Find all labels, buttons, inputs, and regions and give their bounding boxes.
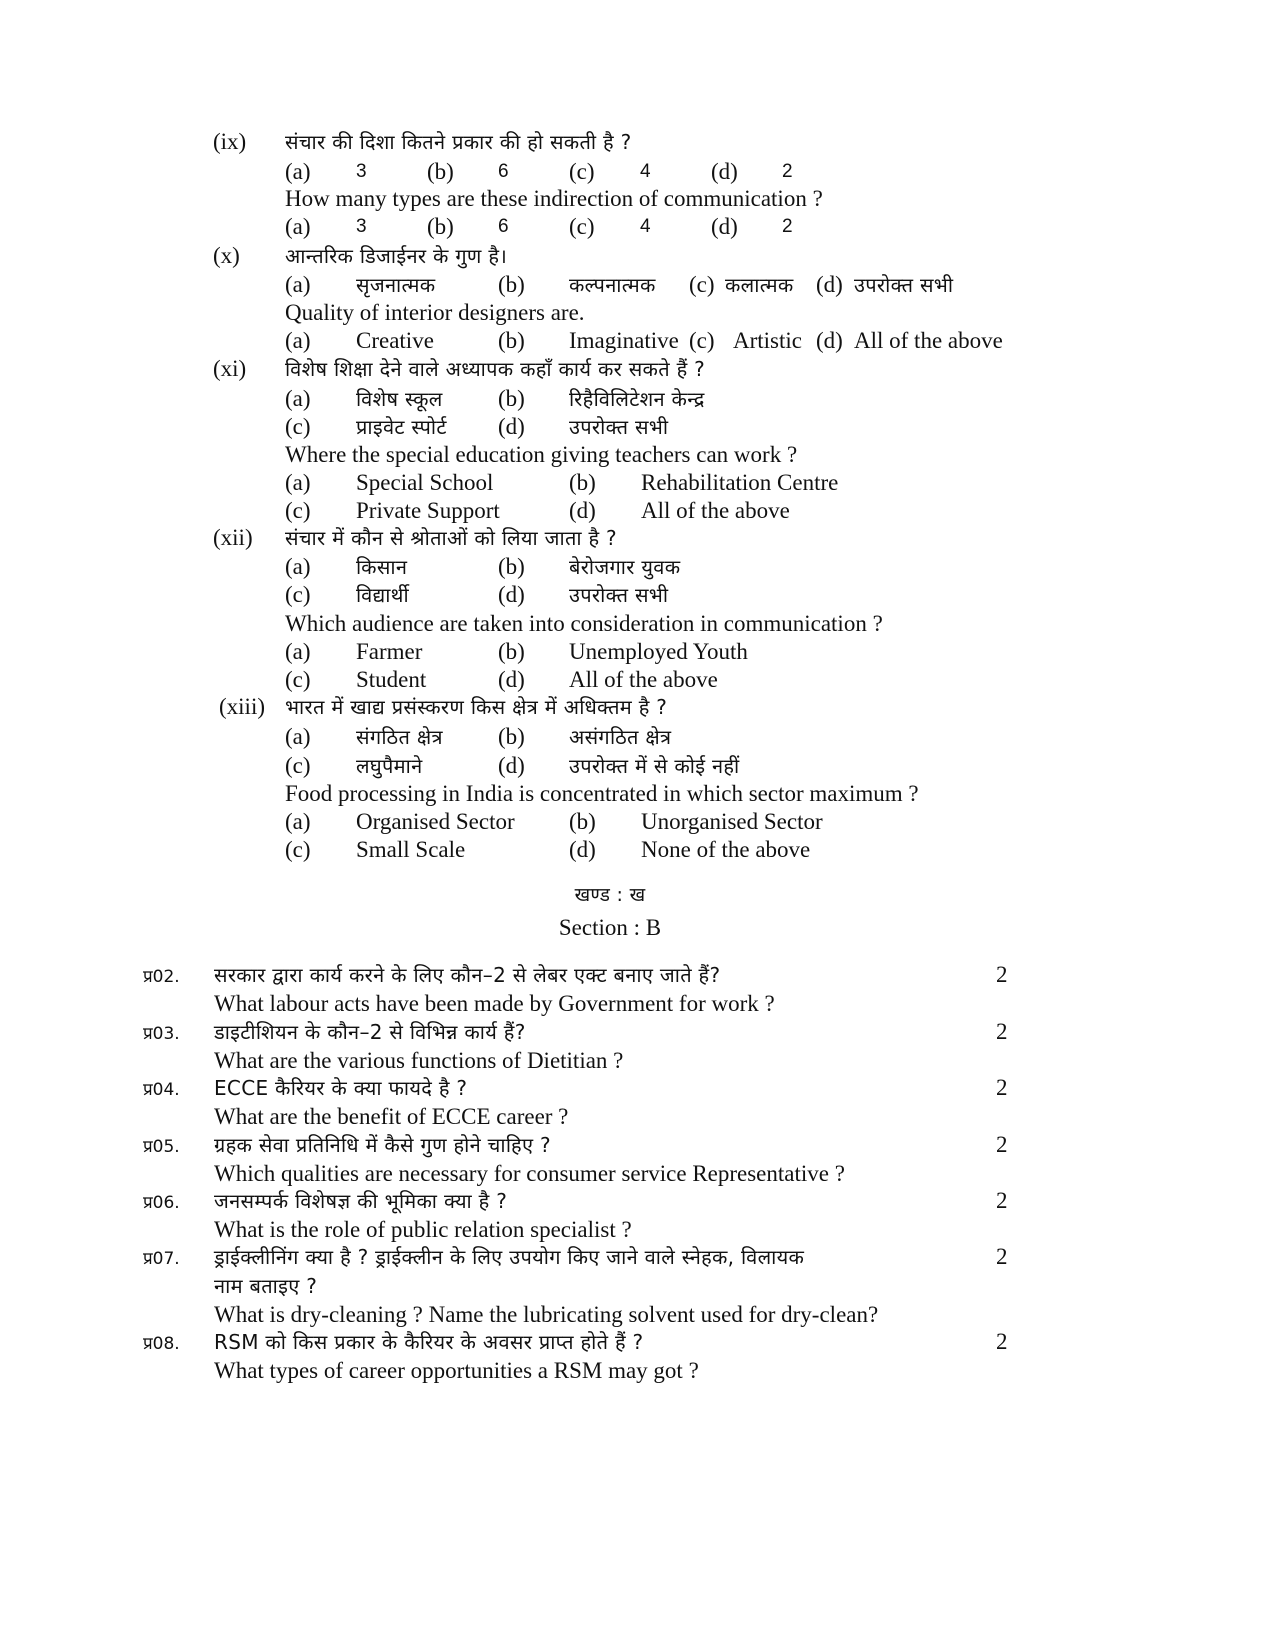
- option-text: बेरोजगार युवक: [569, 555, 681, 579]
- option-text: 4: [640, 216, 651, 237]
- option-label: (c): [285, 498, 311, 523]
- option-text: 2: [782, 216, 793, 237]
- option-text: Private Support: [356, 498, 500, 523]
- option-label: (d): [711, 214, 738, 239]
- option-label: (a): [285, 809, 311, 834]
- option-label: (d): [498, 667, 525, 692]
- option-text: विद्यार्थी: [356, 583, 409, 607]
- question-number: (xii): [213, 525, 253, 550]
- option-text: All of the above: [854, 328, 1003, 353]
- option-label: (d): [816, 272, 843, 297]
- option-text: 2: [782, 161, 793, 182]
- option-label: (c): [285, 582, 311, 607]
- question-text-english: Where the special education giving teachers can work ?: [285, 442, 798, 467]
- question-text-hindi-continued: नाम बताइए ?: [214, 1274, 318, 1298]
- option-label: (b): [569, 809, 596, 834]
- question-text-hindi: सरकार द्वारा कार्य करने के लिए कौन–2 से लेबर एक्ट बनाए जाते हैं?: [214, 963, 721, 987]
- question-number: (ix): [213, 129, 247, 154]
- option-text: Rehabilitation Centre: [641, 470, 839, 495]
- question-text-english: Which qualities are necessary for consumer service Representative ?: [214, 1161, 845, 1186]
- question-text-hindi: ECCE कैरियर के क्या फायदे है ?: [214, 1076, 468, 1100]
- option-text: उपरोक्त में से कोई नहीं: [569, 754, 740, 778]
- option-label: (d): [569, 837, 596, 862]
- option-label: (b): [427, 214, 454, 239]
- option-label: (c): [689, 328, 715, 353]
- option-text: 6: [498, 161, 509, 182]
- question-text-english: What are the benefit of ECCE career ?: [214, 1104, 569, 1129]
- option-label: (a): [285, 386, 311, 411]
- option-label: (a): [285, 272, 311, 297]
- question-text-english: What labour acts have been made by Government for work ?: [214, 991, 775, 1016]
- question-text-hindi: जनसम्पर्क विशेषज्ञ की भूमिका क्या है ?: [214, 1189, 508, 1213]
- option-text: Small Scale: [356, 837, 466, 862]
- question-text-english: What types of career opportunities a RSM may got ?: [214, 1358, 699, 1383]
- option-label: (d): [498, 582, 525, 607]
- option-text: 3: [356, 216, 367, 237]
- option-label: (c): [285, 667, 311, 692]
- option-label: (a): [285, 639, 311, 664]
- option-text: असंगठित क्षेत्र: [569, 725, 672, 749]
- option-label: (a): [285, 470, 311, 495]
- question-text-english: What is the role of public relation specialist ?: [214, 1217, 632, 1242]
- option-text: All of the above: [641, 498, 790, 523]
- option-label: (d): [498, 414, 525, 439]
- section-title-english: Section : B: [558, 915, 662, 940]
- question-text-english: How many types are these indirection of communication ?: [285, 186, 823, 211]
- question-marks: 2: [996, 1329, 1008, 1354]
- option-text: Creative: [356, 328, 434, 353]
- option-label: (c): [285, 414, 311, 439]
- option-label: (c): [285, 753, 311, 778]
- option-label: (c): [569, 214, 595, 239]
- option-label: (a): [285, 328, 311, 353]
- option-label: (b): [498, 724, 525, 749]
- question-text-hindi: विशेष शिक्षा देने वाले अध्यापक कहाँ कार्य कर सकते हैं ?: [285, 357, 706, 381]
- question-number: (x): [213, 243, 240, 268]
- option-label: (b): [569, 470, 596, 495]
- question-text-english: What are the various functions of Dietitian ?: [214, 1048, 624, 1073]
- option-label: (a): [285, 724, 311, 749]
- option-label: (b): [498, 386, 525, 411]
- question-number: प्र08.: [143, 1334, 180, 1354]
- option-text: प्राइवेट स्पोर्ट: [356, 415, 447, 439]
- option-text: Imaginative: [569, 328, 679, 353]
- option-text: लघुपैमाने: [356, 754, 423, 778]
- question-text-hindi: संचार की दिशा कितने प्रकार की हो सकती है ?: [285, 130, 632, 154]
- option-text: रिहैविलिटेशन केन्द्र: [569, 387, 705, 411]
- question-number: (xi): [213, 356, 247, 381]
- option-text: 3: [356, 161, 367, 182]
- question-text-english: Quality of interior designers are.: [285, 300, 585, 325]
- option-text: Farmer: [356, 639, 423, 664]
- option-label: (d): [498, 753, 525, 778]
- section-title-hindi: खण्ड : ख: [574, 884, 646, 906]
- option-text: विशेष स्कूल: [356, 387, 443, 411]
- question-marks: 2: [996, 1244, 1008, 1269]
- question-text-hindi: भारत में खाद्य प्रसंस्करण किस क्षेत्र में अधिक्तम है ?: [285, 695, 668, 719]
- question-number: प्र07.: [143, 1249, 180, 1269]
- question-marks: 2: [996, 962, 1008, 987]
- option-text: Artistic: [733, 328, 802, 353]
- question-text-hindi: डाइटीशियन के कौन–2 से विभिन्न कार्य हैं?: [214, 1020, 526, 1044]
- option-text: उपरोक्त सभी: [569, 415, 669, 439]
- question-marks: 2: [996, 1075, 1008, 1100]
- option-text: उपरोक्त सभी: [854, 273, 954, 297]
- question-text-hindi: ड्राईक्लीनिंग क्या है ? ड्राईक्लीन के लिए उपयोग किए जाने वाले स्नेहक, विलायक: [214, 1245, 805, 1269]
- question-text-hindi: आन्तरिक डिजाईनर के गुण है।: [285, 244, 508, 268]
- question-marks: 2: [996, 1188, 1008, 1213]
- option-text: किसान: [356, 555, 408, 579]
- option-label: (d): [711, 159, 738, 184]
- option-label: (b): [498, 554, 525, 579]
- option-text: Unemployed Youth: [569, 639, 748, 664]
- option-text: All of the above: [569, 667, 718, 692]
- option-label: (b): [498, 272, 525, 297]
- option-text: Special School: [356, 470, 494, 495]
- option-text: सृजनात्मक: [356, 273, 436, 297]
- option-label: (c): [285, 837, 311, 862]
- option-text: None of the above: [641, 837, 811, 862]
- option-text: Unorganised Sector: [641, 809, 823, 834]
- question-number: प्र03.: [143, 1024, 180, 1044]
- question-marks: 2: [996, 1132, 1008, 1157]
- option-text: Student: [356, 667, 427, 692]
- option-label: (b): [427, 159, 454, 184]
- question-text-english: Food processing in India is concentrated in which sector maximum ?: [285, 781, 919, 806]
- option-text: संगठित क्षेत्र: [356, 725, 443, 749]
- option-text: Organised Sector: [356, 809, 515, 834]
- question-number: प्र04.: [143, 1080, 180, 1100]
- question-marks: 2: [996, 1019, 1008, 1044]
- option-label: (a): [285, 554, 311, 579]
- option-text: कल्पनात्मक: [569, 273, 656, 297]
- question-number: प्र05.: [143, 1137, 180, 1157]
- option-label: (b): [498, 639, 525, 664]
- question-text-english: Which audience are taken into consideration in communication ?: [285, 611, 883, 636]
- option-label: (a): [285, 214, 311, 239]
- question-text-english: What is dry-cleaning ? Name the lubricating solvent used for dry-clean?: [214, 1302, 879, 1327]
- question-text-hindi: ग्रहक सेवा प्रतिनिधि में कैसे गुण होने चाहिए ?: [214, 1133, 551, 1157]
- question-text-hindi: संचार में कौन से श्रोताओं को लिया जाता है ?: [285, 526, 617, 550]
- question-number: (xiii): [219, 694, 265, 719]
- option-label: (a): [285, 159, 311, 184]
- option-label: (d): [569, 498, 596, 523]
- option-label: (d): [816, 328, 843, 353]
- option-text: उपरोक्त सभी: [569, 583, 669, 607]
- option-text: कलात्मक: [725, 273, 794, 297]
- option-label: (c): [569, 159, 595, 184]
- option-label: (b): [498, 328, 525, 353]
- question-number: प्र02.: [143, 967, 180, 987]
- option-text: 4: [640, 161, 651, 182]
- option-text: 6: [498, 216, 509, 237]
- question-text-hindi: RSM को किस प्रकार के कैरियर के अवसर प्राप्त होते हैं ?: [214, 1330, 644, 1354]
- question-number: प्र06.: [143, 1193, 180, 1213]
- option-label: (c): [689, 272, 715, 297]
